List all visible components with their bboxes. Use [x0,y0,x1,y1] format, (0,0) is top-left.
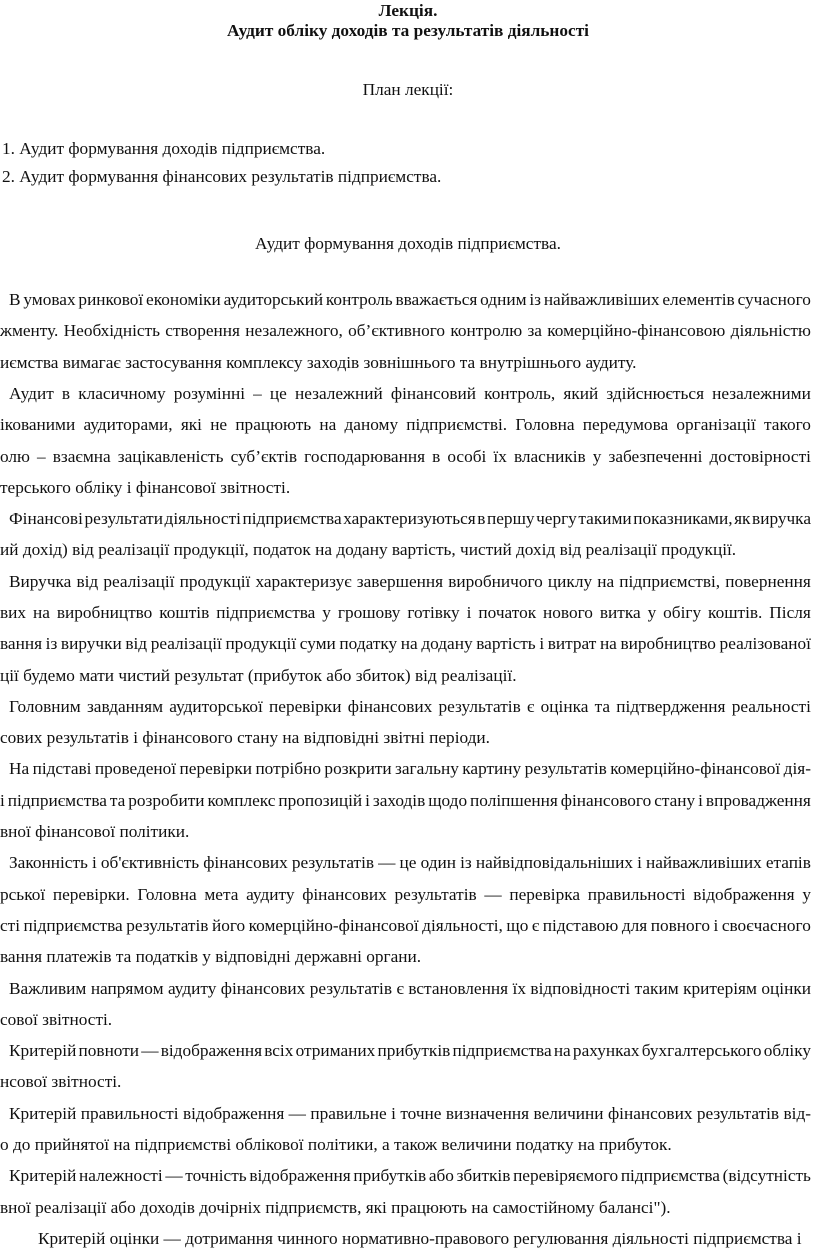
paragraph-line [9,1040,811,1062]
word: — [288,1104,306,1123]
word: розумінні [173,384,245,403]
word: величини [533,1104,604,1123]
word: характеризує [255,572,352,591]
word: економіки [146,290,221,309]
word: підставою [542,916,619,935]
word: результатів [291,853,375,872]
word: у [322,603,331,622]
word: заходів [372,791,426,810]
word: у [802,885,811,904]
word: завершення [356,572,444,591]
word: Головним [9,697,81,716]
word: суб’єктів [230,447,298,466]
word: за [527,321,542,340]
word: рахунках [572,1041,640,1060]
word: найважливіших [543,290,660,309]
word: в [432,447,441,466]
word: здійснюється [606,384,705,403]
word: всіх [264,1041,294,1060]
word: із [529,290,541,309]
word: підприємстві. [406,415,508,434]
word: правильності [587,885,686,904]
word: вих [0,603,27,622]
word: і [713,916,719,935]
word: коштів [159,603,210,622]
word: критеріям [683,979,757,998]
word: визначення [445,1104,530,1123]
word: найвідповідальніших [475,853,633,872]
word: На [9,759,30,778]
word: виручки [60,634,122,653]
word: із [45,634,58,653]
paragraph-line: нсової звітності. [0,1072,122,1091]
word: контроль, [484,384,556,403]
word: прибутків [353,1166,427,1185]
word: готівку [407,603,460,622]
word: даному [344,415,399,434]
word: Критерій [9,1104,77,1123]
word: — [378,853,396,872]
word: повернення [725,572,811,591]
word: продукції [179,572,251,591]
word: суми [299,634,336,653]
paragraph-line [0,884,811,906]
word: виробництво [56,603,153,622]
word: від [76,572,99,591]
word: фінансових [203,853,288,872]
word: олю [0,447,30,466]
word: Критерій [9,1166,77,1185]
word: точне [400,1104,442,1123]
word: фінансових [607,1104,693,1123]
paragraph-line [9,289,811,311]
word: збитків [456,1166,511,1185]
paragraph-line [9,1103,811,1125]
word: вважається [395,290,478,309]
word: оцінки [761,979,811,998]
word: і [637,853,642,872]
word: які [180,415,202,434]
word: пропозицій [278,791,363,810]
word: таким [634,979,679,998]
word: Фінансові [9,509,83,528]
paragraph-line [9,696,811,718]
word: впровадження [705,791,811,810]
paragraph-line: о до прийнятої на підприємстві облікової політики, а також величини податку на прибуток. [0,1135,672,1154]
word: вартість [476,634,536,653]
word: і [0,791,5,810]
word: реалізації [150,634,222,653]
word: Після [769,603,811,622]
word: правильне [310,1104,387,1123]
word: перевірки [179,759,253,778]
paragraph-line [0,320,811,342]
word: передумова [582,415,669,434]
word: комплекс [207,791,276,810]
word: комерційно-фінансової [248,916,419,935]
paragraph-line [9,758,811,780]
word: реалізованої [719,634,811,653]
word: податку [339,634,398,653]
word: фінансових [302,885,387,904]
word: дія- [783,759,811,778]
plan-item: 1. Аудит формування доходів підприємства. [2,139,326,158]
word: проведеної [94,759,177,778]
word: – [37,447,46,466]
word: (відсутність [722,1166,811,1185]
word: ікованими [0,415,76,434]
word: їх [512,979,526,998]
word: відображення [160,1041,263,1060]
word: — [165,1166,183,1185]
word: — [484,885,502,904]
lecture-label: Лекція. [378,1,438,20]
word: результатів [126,916,209,935]
word: початок [478,603,537,622]
word: стану [654,791,696,810]
word: коштів. [708,603,763,622]
word: повноти [78,1041,140,1060]
paragraph-line: вної реалізації або доходів дочірніх підприємств, які працюють на самостійному балансі"). [0,1198,671,1217]
word: сті [0,916,21,935]
word: Аудит [9,384,54,403]
word: діяльності, [422,916,503,935]
word: від [125,634,148,653]
word: є [396,979,404,998]
word: Необхідність [63,321,160,340]
plan-heading: План лекції: [362,80,454,99]
word: бухгалтерського [641,1041,762,1060]
word: найважливіших [645,853,762,872]
word: на [553,1041,571,1060]
word: діяльністю [730,321,811,340]
word: такого [764,415,811,434]
word: результатів [438,697,521,716]
word: об’єктивного [348,321,446,340]
word: завданням [86,697,164,716]
word: аудиторської [169,697,263,716]
lecture-title: Аудит обліку доходів та результатів діяльності [226,21,589,40]
word: це [269,384,287,403]
word: ринкової [78,290,144,309]
paragraph-line: вної фінансової політики. [0,822,190,841]
word: який [563,384,599,403]
word: на [599,634,617,653]
paragraph-line [0,414,811,436]
word: підприємства [216,603,316,622]
word: Законність [9,853,88,872]
word: етапів [765,853,811,872]
word: елементів [662,290,735,309]
paragraph-line [0,790,811,812]
word: працюють [235,415,312,434]
word: першу [487,509,535,528]
word: і [391,1104,396,1123]
word: рської [0,885,46,904]
word: фінансовий [390,384,477,403]
paragraph-line [9,1165,811,1187]
word: в [477,509,486,528]
word: такими [578,509,632,528]
word: підприємства [7,791,107,810]
word: підприємства [242,509,342,528]
word: результатів [309,979,392,998]
word: повного [650,916,710,935]
word: розробити [128,791,205,810]
word: господарювання [304,447,426,466]
word: аудиторський [223,290,324,309]
paragraph-line: иємства вимагає застосування комплексу заходів зовнішнього та внутрішнього аудиту. [0,353,637,372]
word: комерційно-фінансовою [547,321,726,340]
word: на [400,634,418,653]
word: від- [783,1104,811,1123]
word: перевіряємого [513,1166,619,1185]
word: на [319,415,337,434]
word: і [539,634,545,653]
word: умовах [23,290,76,309]
word: виробництво [620,634,716,653]
word: та [109,791,126,810]
word: на [597,572,615,591]
word: діяльності [164,509,241,528]
word: як [734,509,751,528]
word: обліку [763,1041,811,1060]
word: отриманих [295,1041,376,1060]
section-title: Аудит формування доходів підприємства. [255,234,561,253]
paragraph-line: ції будемо мати чистий результат (прибуток або збиток) від реалізації. [0,666,517,685]
word: правильності [80,1104,179,1123]
paragraph-line [9,383,811,405]
word: або [428,1166,454,1185]
plan-item: 2. Аудит формування фінансових результатів підприємства. [2,167,442,186]
word: в [61,384,71,403]
word: Важливим [9,979,87,998]
word: встановлення [408,979,509,998]
word: аудиторами, [83,415,173,434]
paragraph-line: сової звітності. [0,1010,113,1029]
paragraph-line [9,852,811,874]
word: перевірки [269,697,342,716]
word: точність [185,1166,247,1185]
word: зацікавленість [117,447,224,466]
word: особі [447,447,487,466]
word: із [460,853,472,872]
word: реалізації [103,572,175,591]
word: результатів [524,759,607,778]
word: картину [462,759,522,778]
word: реальності [731,697,811,716]
word: аудиту [167,979,217,998]
word: загальну [395,759,459,778]
word: – [253,384,262,403]
word: результатів [394,885,477,904]
word: відображення [249,1166,351,1185]
word: достовірності [709,447,811,466]
word: належності [79,1166,163,1185]
word: продукції [225,634,297,653]
word: підприємстві, [619,572,721,591]
word: власників [513,447,586,466]
word: організації [676,415,756,434]
word: виробничого [448,572,543,591]
word: створення [165,321,240,340]
paragraph-line [9,978,811,1000]
word: перевірки. [52,885,130,904]
word: характеризуються [343,509,476,528]
word: своєчасного [721,916,811,935]
paragraph-line: Критерій оцінки — дотримання чинного нормативно-правового регулювання діяльності підприємства і [38,1229,802,1248]
word: Критерій [9,1041,77,1060]
word: витка [599,603,641,622]
word: і [365,791,370,810]
word: і [698,791,703,810]
word: перевірка [509,885,581,904]
word: Головна [515,415,575,434]
word: не [210,415,228,434]
word: та [594,697,611,716]
word: грошову [337,603,401,622]
word: на [33,603,50,622]
word: взаємна [52,447,111,466]
word: щодо [428,791,468,810]
word: незалежного, [245,321,343,340]
word: розкрити [324,759,392,778]
word: фінансового [560,791,652,810]
word: В [9,290,21,309]
word: потрібно [255,759,321,778]
word: є [526,697,535,716]
word: виручка [752,509,811,528]
paragraph-line: вання платежів та податків у відповідні державні органи. [0,947,422,966]
word: фінансових [347,697,433,716]
word: прибутків [377,1041,451,1060]
paragraph-line: сових результатів і фінансового стану на відповідні звітні періоди. [0,728,490,747]
word: відображення [182,1104,285,1123]
word: додану [421,634,473,653]
paragraph-line [0,602,811,624]
word: вання [0,634,43,653]
paragraph-line [0,446,811,468]
word: є [531,916,540,935]
word: мета [204,885,239,904]
word: контролю [450,321,523,340]
word: незалежний [294,384,383,403]
word: жменту. [0,321,59,340]
word: підставі [32,759,92,778]
word: контроль [325,290,393,309]
word: оцінка [540,697,589,716]
word: сучасного [737,290,811,309]
word: у [592,447,602,466]
word: поліпшення [470,791,558,810]
word: підприємства [620,1166,720,1185]
word: Виручка [9,572,72,591]
word: підприємства [23,916,123,935]
word: що [506,916,529,935]
word: результати [84,509,163,528]
word: показниками, [633,509,733,528]
word: незалежними [712,384,811,403]
word: їх [493,447,507,466]
word: Головна [137,885,197,904]
word: відображення [693,885,795,904]
word: результатів [696,1104,780,1123]
word: фінансових [220,979,306,998]
word: витрат [547,634,597,653]
word: відповідності [530,979,631,998]
word: циклу [547,572,593,591]
word: комерційно-фінансової [610,759,781,778]
word: для [621,916,648,935]
word: забезпеченні [608,447,703,466]
paragraph-line [0,915,811,937]
paragraph-line [9,508,811,530]
paragraph-line [0,633,811,655]
paragraph-line: терського обліку і фінансової звітності. [0,478,291,497]
word: нового [543,603,593,622]
word: класичному [78,384,166,403]
word: аудиту [246,885,295,904]
word: напрямом [90,979,164,998]
word: обігу [663,603,702,622]
word: об'єктивність [100,853,200,872]
word: і [91,853,97,872]
word: підтвердження [616,697,726,716]
word: його [211,916,246,935]
paragraph-line: ий дохід) від реалізації продукції, податок на додану вартість, чистий дохід від реалізації продукції. [0,540,737,559]
word: підприємства [452,1041,552,1060]
word: і [466,603,472,622]
word: у [647,603,657,622]
paragraph-line [9,571,811,593]
word: чергу [536,509,577,528]
word: один [420,853,456,872]
word: це [399,853,417,872]
word: — [141,1041,159,1060]
word: одним [480,290,527,309]
